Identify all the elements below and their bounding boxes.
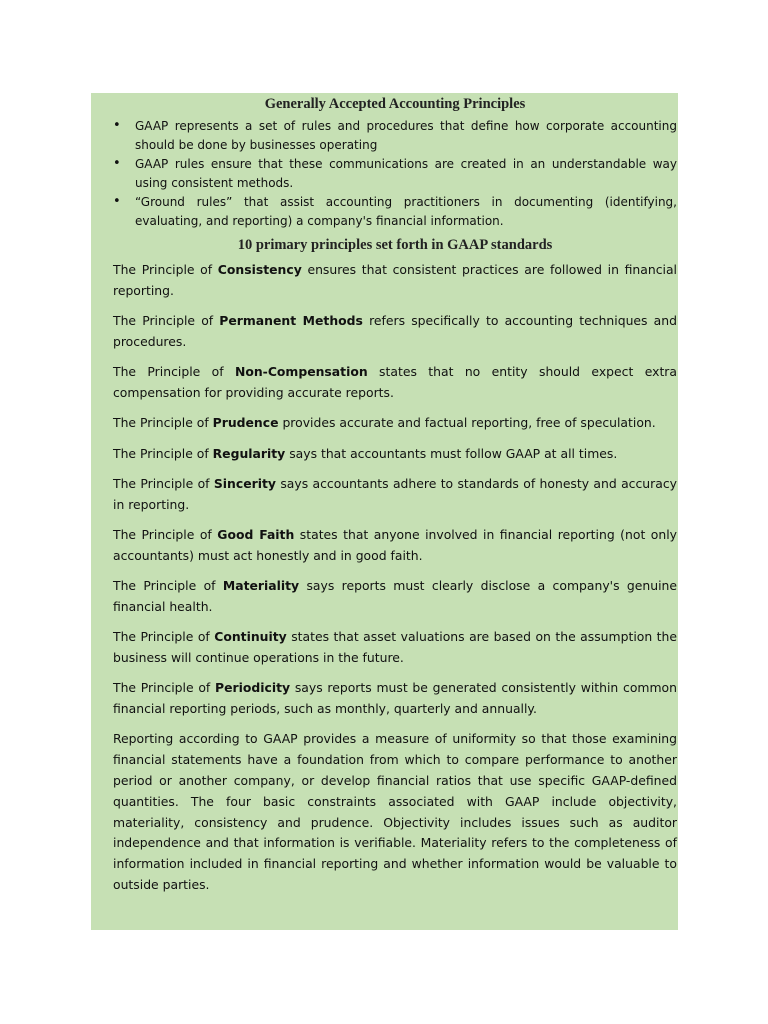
principle-description: says accountants adhere to standards of honesty and accuracy in reporting. <box>113 475 677 512</box>
principle-prudence <box>113 413 677 434</box>
document-panel <box>91 93 678 930</box>
principle-non-compensation <box>113 362 677 404</box>
principle-description: states that anyone involved in financial reporting (not only accountants) must act honestly and in good faith. <box>113 526 677 563</box>
principle-permanent-methods <box>113 311 677 353</box>
principle-name: Sincerity <box>213 475 276 491</box>
principle-name: Permanent Methods <box>219 313 363 329</box>
principle-prefix: The Principle of <box>113 629 215 645</box>
document-content <box>113 93 677 896</box>
principle-name: Regularity <box>212 445 286 461</box>
principle-description: states that asset valuations are based on the assumption the business will continue operations in the future. <box>113 629 677 665</box>
principle-regularity <box>113 444 677 465</box>
principle-name: Periodicity <box>215 680 291 696</box>
principle-prefix: The Principle of <box>113 526 218 542</box>
principle-prefix: The Principle of <box>113 313 220 329</box>
principle-description: refers specifically to accounting techniques and procedures. <box>113 313 677 349</box>
principle-name: Prudence <box>212 415 279 431</box>
principle-continuity <box>113 627 677 669</box>
principle-consistency <box>113 260 677 302</box>
intro-bullet: • “Ground rules” that assist accounting practitioners in documenting (identifying, evaluating, and reporting) a company's financial information. <box>113 193 677 230</box>
principle-prefix: The Principle of <box>113 445 213 461</box>
principles-list <box>113 260 677 896</box>
principle-periodicity <box>113 678 677 720</box>
intro-bullet-list <box>113 117 677 230</box>
principle-prefix: The Principle of <box>113 262 218 277</box>
principle-prefix: The Principle of <box>113 475 214 491</box>
principle-name: Materiality <box>222 578 300 594</box>
principle-good-faith <box>113 525 677 567</box>
intro-bullet: • GAAP represents a set of rules and procedures that define how corporate accounting should be done by businesses operating <box>113 117 677 154</box>
principle-description: states that no entity should expect extra compensation for providing accurate reports. <box>113 364 677 400</box>
closing-paragraph: Reporting according to GAAP provides a measure of uniformity so that those examining financial statements have a foundation from which to compare performance to another period or another company, or develop financial ratios that use specific GAAP-defined quantities. The four basic constraints associated with GAAP include objectivity, materiality, consistency and prudence. Objectivity includes issues such as auditor independence and that information is verifiable. Materiality refers to the completeness of information included in financial reporting and whether information would be valuable to outside parties. <box>113 731 677 892</box>
principle-name: Consistency <box>217 262 302 277</box>
document-title: Generally Accepted Accounting Principles <box>264 96 526 112</box>
principle-name: Continuity <box>214 629 287 645</box>
principle-name: Non-Compensation <box>234 364 368 380</box>
principle-materiality <box>113 576 677 618</box>
principle-description: says reports must be generated consistently within common financial reporting periods, such as monthly, quarterly and annually. <box>113 680 677 717</box>
principle-prefix: The Principle of <box>113 680 216 696</box>
principle-description: provides accurate and factual reporting, free of speculation. <box>278 415 656 431</box>
principle-description: says that accountants must follow GAAP at all times. <box>285 445 618 461</box>
principle-sincerity <box>113 474 677 516</box>
principle-name: Good Faith <box>217 526 295 542</box>
principle-description: says reports must clearly disclose a company's genuine financial health. <box>113 578 677 614</box>
principle-prefix: The Principle of <box>113 415 213 431</box>
principle-description: ensures that consistent practices are followed in financial reporting. <box>113 262 677 298</box>
principle-prefix: The Principle of <box>113 578 223 594</box>
intro-bullet: • GAAP rules ensure that these communications are created in an understandable way using consistent methods. <box>113 155 677 192</box>
principle-prefix: The Principle of <box>113 364 235 380</box>
principles-subtitle: 10 primary principles set forth in GAAP standards <box>237 237 553 253</box>
